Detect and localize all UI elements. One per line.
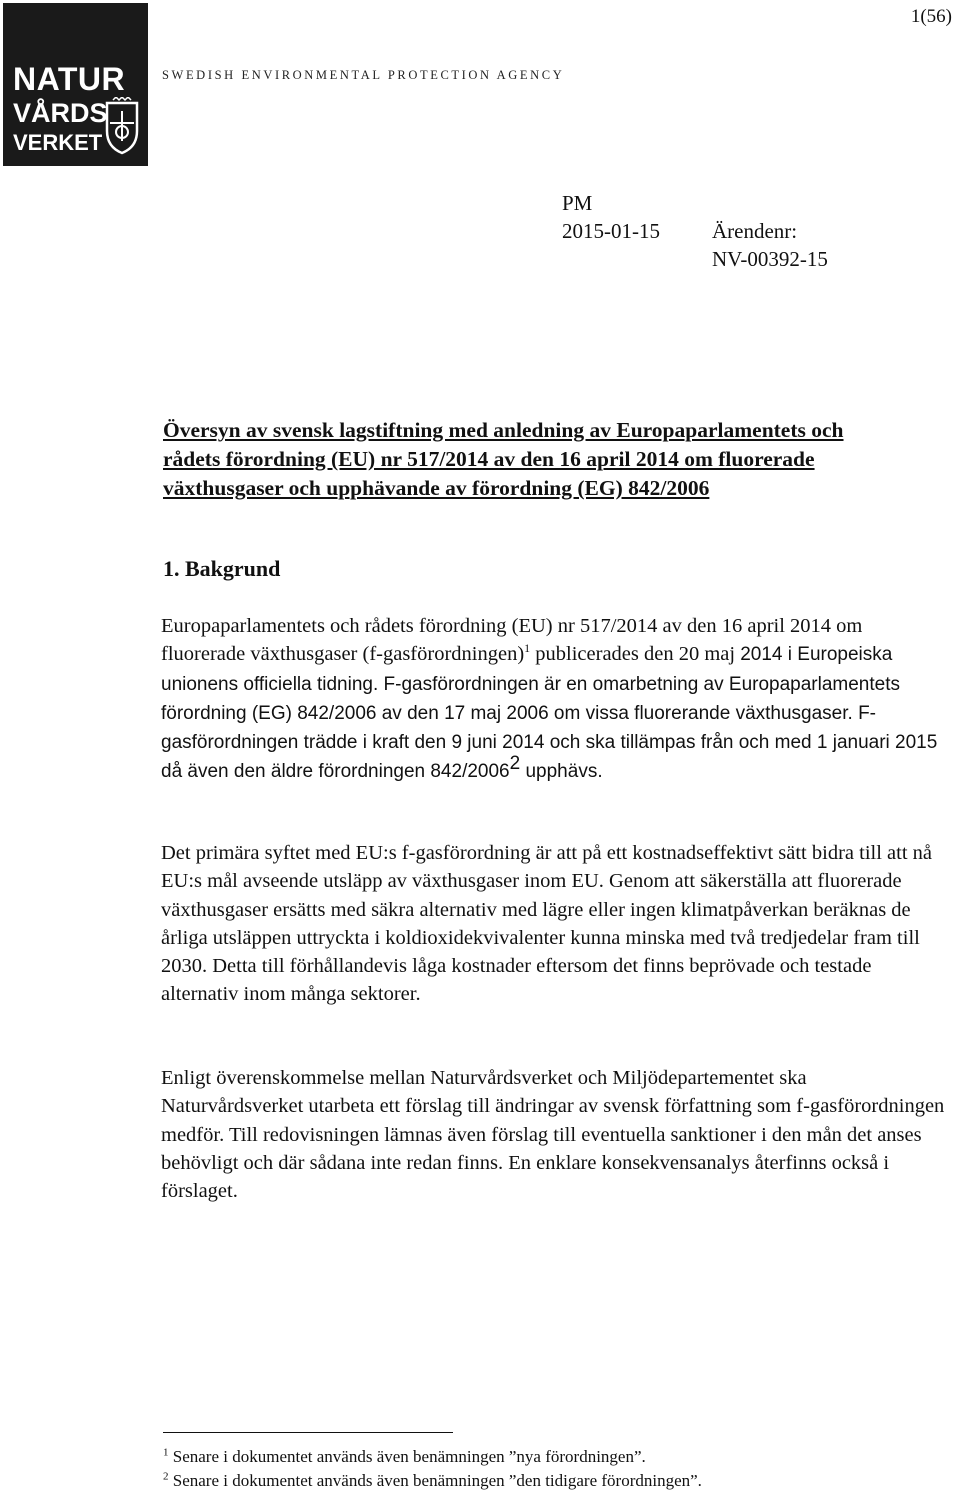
paragraph-background <box>161 612 951 787</box>
section-heading: 1. Bakgrund <box>163 556 281 581</box>
footnote-text: Senare i dokumentet används även benämningen ”nya förordningen”. <box>172 1447 646 1466</box>
para1-text-d: upphävs. <box>520 761 603 783</box>
logo-line-3: VERKET <box>13 130 103 155</box>
footnote-ref-2: 2 <box>509 753 521 775</box>
logo-line-2: VÅRDS <box>13 98 108 128</box>
agency-name: SWEDISH ENVIRONMENTAL PROTECTION AGENCY <box>162 68 565 82</box>
para1-text-b: publicerades den 20 maj <box>530 643 741 666</box>
case-label: Ärendenr: <box>712 219 798 243</box>
paragraph-purpose: Det primära syftet med EU:s f-gasförordning är att på ett kostnadseffektivt sätt bidra till att nå EU:s mål avseende utsläpp av växthusgaser inom EU. Genom att säkerställa att fluorerade växthusgaser ersätts med säkra alternativ med lägre eller ingen klimatpåverkan beräknas de årliga utsläppen uttryckta i koldioxidekvivalenter kunna minska med två tredjedelar fram till 2030. Detta till förhållandevis låga kostnader eftersom det finns beprövade och testade alternativ inom många sektorer. <box>161 842 932 1006</box>
footnote-2 <box>163 1470 702 1492</box>
title-line: Översyn av svensk lagstiftning med anledning av Europaparlamentets och <box>163 418 844 442</box>
document-title <box>163 416 953 503</box>
para1-text-a: Europaparlamentets och rådets förordning (EU) nr 517/2014 av den 16 april 2014 om fluorerade växthusgaser (f-gasförordningen) <box>161 615 863 666</box>
agency-logo <box>3 3 148 166</box>
crest-icon <box>103 97 141 155</box>
paragraph-agreement: Enligt överenskommelse mellan Naturvårdsverket och Miljödepartementet ska Naturvårdsverket utarbeta ett förslag till ändringar av svensk författning som f-gasförordningen medför. Till redovisningen lämnas även förslag till eventuella sanktioner i den mån det anses behövligt och där sådana inte redan finns. En enklare konsekvensanalys återfinns också i förslaget. <box>161 1067 945 1203</box>
para1-text-c: 2014 i Europeiska unionens officiella tidning. F-gasförordningen är en omarbetning av Europaparlamentets förordning (EG) 842/2006 av den 17 maj 2006 om vissa fluorerande växthusgaser. F-gasförordningen trädde i kraft den 9 juni 2014 och ska tillämpas från och med 1 januari 2015 då även den äldre förordningen 842/2006 <box>161 644 938 783</box>
footnote-divider <box>163 1432 453 1433</box>
title-line: rådets förordning (EU) nr 517/2014 av den 16 april 2014 om fluorerade <box>163 447 815 471</box>
logo-line-1: NATUR <box>13 61 126 97</box>
page-number: 1(56) <box>910 6 952 27</box>
case-number: NV-00392-15 <box>712 247 828 271</box>
footnote-1 <box>163 1446 646 1468</box>
footnote-number: 2 <box>163 1470 169 1483</box>
doc-type: PM <box>562 191 593 215</box>
title-line: växthusgaser och upphävande av förordning (EG) 842/2006 <box>163 476 710 500</box>
footnote-number: 1 <box>163 1446 169 1459</box>
footnote-ref-1: 1 <box>524 641 531 656</box>
footnote-text: Senare i dokumentet används även benämningen ”den tidigare förordningen”. <box>172 1471 702 1490</box>
doc-date: 2015-01-15 <box>562 219 660 243</box>
